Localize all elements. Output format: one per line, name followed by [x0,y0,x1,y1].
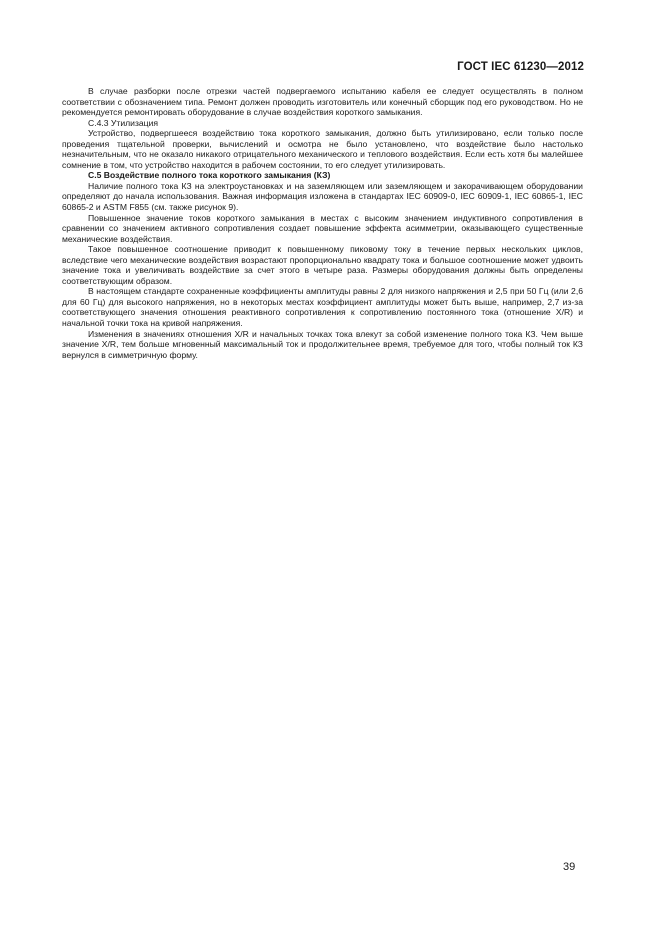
section-c5-heading: С.5 Воздействие полного тока короткого замыкания (КЗ) [88,170,331,181]
paragraph-peak-current: Такое повышенное соотношение приводит к повышенному пиковому току в течение первых нескольких циклов, вследствие чего механические воздействия возрастают пропорционально квадрату тока и большое соотношение может удвоить значение тока и увеличивать воздействие за счет этого в четыре раза. Размеры оборудования должны быть определены соответствующим образом. [62,244,583,286]
section-c43-title: С.4.3 Утилизация [88,117,159,128]
paragraph-increased-current: Повышенное значение токов короткого замыкания в местах с высоким значением индуктивного сопротивления в сравнении со значением активного сопротивления создает повышение эффекта асимметрии, оказывающего существенные механические воздействия. [62,212,583,244]
paragraph-disassembly: В случае разборки после отрезки частей подвергаемого испытанию кабеля ее следует осуществлять в полном соответствии с обозначением типа. Ремонт должен проводить изготовитель или конечный сборщик под его руководством. Но не рекомендуется ремонтировать оборудование в случае воздействия короткого замыкания. [62,86,583,118]
document-header-standard: ГОСТ IEC 61230—2012 [457,61,584,73]
paragraph-xr-ratio: Изменения в значениях отношения X/R и начальных точках тока влекут за собой изменение полного тока КЗ. Чем выше значение X/R, тем больше мгновенный максимальный ток и продолжительнее время, требуемое для того, чтобы полный ток КЗ вернулся в симметричную форму. [62,328,583,360]
document-body [62,86,583,360]
paragraph-disposal: Устройство, подвергшееся воздействию тока короткого замыкания, должно быть утилизировано, если только после проведения тщательной проверки, вычислений и осмотра не было установлено, что воздействие было настолько незначительным, что не оказало никакого отрицательного механического и теплового воздействия. Если есть хотя бы малейшее сомнение в том, что устройство находится в рабочем состоянии, то его следует утилизировать. [62,128,583,170]
page-number: 39 [563,861,576,873]
paragraph-amplitude-coefficients: В настоящем стандарте сохраненные коэффициенты амплитуды равны 2 для низкого напряжения и 2,5 при 50 Гц (или 2,6 для 60 Гц) для высокого напряжения, но в некоторых местах коэффициент амплитуды может быть выше, например, 2,7 из-за соответствующего значения отношения реактивного сопротивления к сопротивлению постоянного тока (отношение X/R) и начальной точки тока на кривой напряжения. [62,286,583,329]
paragraph-full-current: Наличие полного тока КЗ на электроустановках и на заземляющем или заземляющем и закорачивающем оборудовании определяют до начала использования. Важная информация изложена в стандартах IEC 60909-0, IEC 60909-1, IEC 60865-1, IEC 60865-2 и ASTM F855 (см. также рисунок 9). [62,180,583,213]
